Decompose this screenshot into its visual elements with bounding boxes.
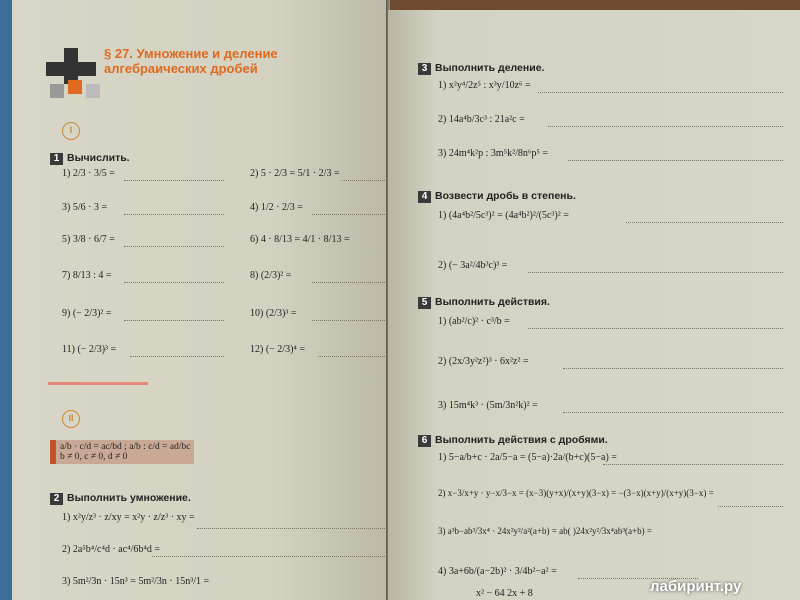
task-2-number: 2 [50,493,63,505]
answer-line[interactable] [152,556,386,557]
task6-item-5: x² − 64 2x + 8 [476,588,533,599]
task-2-header [50,488,191,506]
task6-item-1: 1) 5−a/b+c · 2a/5−a = (5−a)·2a/(b+c)(5−a) = [438,452,617,463]
answer-line[interactable] [568,160,783,161]
task-1-label: Вычислить. [67,152,130,164]
task-3-number: 3 [418,63,431,75]
answer-line[interactable] [130,356,224,357]
task1-item-4: 4) 1/2 · 2/3 = [250,202,303,213]
task1-item-12: 12) (− 2/3)⁴ = [250,344,306,355]
title-line1: Умножение и деление [136,46,278,61]
task1-item-2: 2) 5 · 2/3 = 5/1 · 2/3 = [250,168,340,179]
task2-item-2: 2) 2a⁵b⁴/c⁴d · ac⁴/6b⁴d = [62,544,161,555]
task1-item-5: 5) 3/8 · 6/7 = [62,234,115,245]
task1-item-1: 1) 2/3 · 3/5 = [62,168,115,179]
task1-item-3: 3) 5/6 · 3 = [62,202,108,213]
answer-line[interactable] [312,320,386,321]
task5-item-1: 1) (ab²/c)² · c³/b = [438,316,510,327]
answer-line[interactable] [124,320,224,321]
task1-item-6: 6) 4 · 8/13 = 4/1 · 8/13 = [250,234,350,245]
task-6-label: Выполнить действия с дробями. [435,434,608,446]
answer-line[interactable] [563,412,783,413]
task-2-label: Выполнить умножение. [67,492,191,504]
left-page [0,0,386,600]
task2-item-1: 1) x²y/z³ · z/xy = x²y · z/z³ · xy = [62,512,195,523]
task4-item-1: 1) (4a⁴b²/5c³)² = (4a⁴b²)²/(5c³)² = [438,210,569,221]
level-ii-badge: II [62,410,80,428]
task-1-number: 1 [50,153,63,165]
answer-line[interactable] [342,180,386,181]
answer-line[interactable] [538,92,783,93]
task-6-header [418,430,608,448]
level-separator [48,382,148,385]
task-4-number: 4 [418,191,431,203]
right-page [388,10,800,600]
task2-item-3: 3) 5m²/3n · 15n³ = 5m²/3n · 15n³/1 = [62,576,210,587]
task1-item-11: 11) (− 2/3)³ = [62,344,117,355]
answer-line[interactable] [124,214,224,215]
task4-item-2: 2) (− 3a²/4b³c)³ = [438,260,508,271]
task-5-number: 5 [418,297,431,309]
task5-item-3: 3) 15m⁴k³ · (5m/3n²k)² = [438,400,538,411]
rule-box [50,440,194,464]
title-line2: алгебраических дробей [104,61,258,76]
task6-item-2: 2) x−3/x+y · y−x/3−x = (x−3)(y+x)/(x+y)(3−x) = −(3−x)(x+y)/(x+y)(3−x) = [438,488,714,498]
level-i-badge: I [62,122,80,140]
task-5-header [418,292,550,310]
answer-line[interactable] [197,528,386,529]
task5-item-2: 2) (2x/3y²z²)³ · 6x²z² = [438,356,529,367]
answer-line[interactable] [124,282,224,283]
answer-line[interactable] [563,368,783,369]
task3-item-3: 3) 24m⁴k²p : 3m⁵k²/8n⁶p⁵ = [438,148,549,159]
answer-line[interactable] [626,222,783,223]
answer-line[interactable] [312,282,386,283]
rule-conditions: b ≠ 0, c ≠ 0, d ≠ 0 [60,452,128,462]
answer-line[interactable] [718,506,783,507]
task-6-number: 6 [418,435,431,447]
task1-item-7: 7) 8/13 : 4 = [62,270,112,281]
task6-item-4: 4) 3a+6b/(a−2b)² · 3/4b²−a² = [438,566,557,577]
answer-line[interactable] [124,246,224,247]
answer-line[interactable] [528,272,783,273]
task3-item-2: 2) 14a⁴b/3c³ : 21a²c = [438,114,525,125]
answer-line[interactable] [312,214,386,215]
task-4-header [418,186,576,204]
answer-line[interactable] [124,180,224,181]
task1-item-10: 10) (2/3)³ = [250,308,297,319]
section-number: § 27. [104,46,133,61]
task-3-label: Выполнить деление. [435,62,545,74]
answer-line[interactable] [318,356,386,357]
task1-item-8: 8) (2/3)² = [250,270,292,281]
task-3-header [418,58,544,76]
watermark-logo: лабиринт.ру [650,578,742,595]
rule-formula: a/b · c/d = ac/bd ; a/b : c/d = ad/bc [60,442,191,452]
task-1-header [50,148,130,166]
task-5-label: Выполнить действия. [435,296,550,308]
answer-line[interactable] [603,464,783,465]
task3-item-1: 1) x²y⁴/2z⁵ : x³y/10z⁶ = [438,80,531,91]
task6-item-3: 3) a³b−ab³/3x⁴ · 24x²y²/a²(a+b) = ab( )24x²y²/3x⁴ab³(a+b) = [438,526,652,536]
section-title [104,46,278,76]
task1-item-9: 9) (− 2/3)² = [62,308,112,319]
answer-line[interactable] [528,328,783,329]
answer-line[interactable] [548,126,783,127]
task-4-label: Возвести дробь в степень. [435,190,576,202]
